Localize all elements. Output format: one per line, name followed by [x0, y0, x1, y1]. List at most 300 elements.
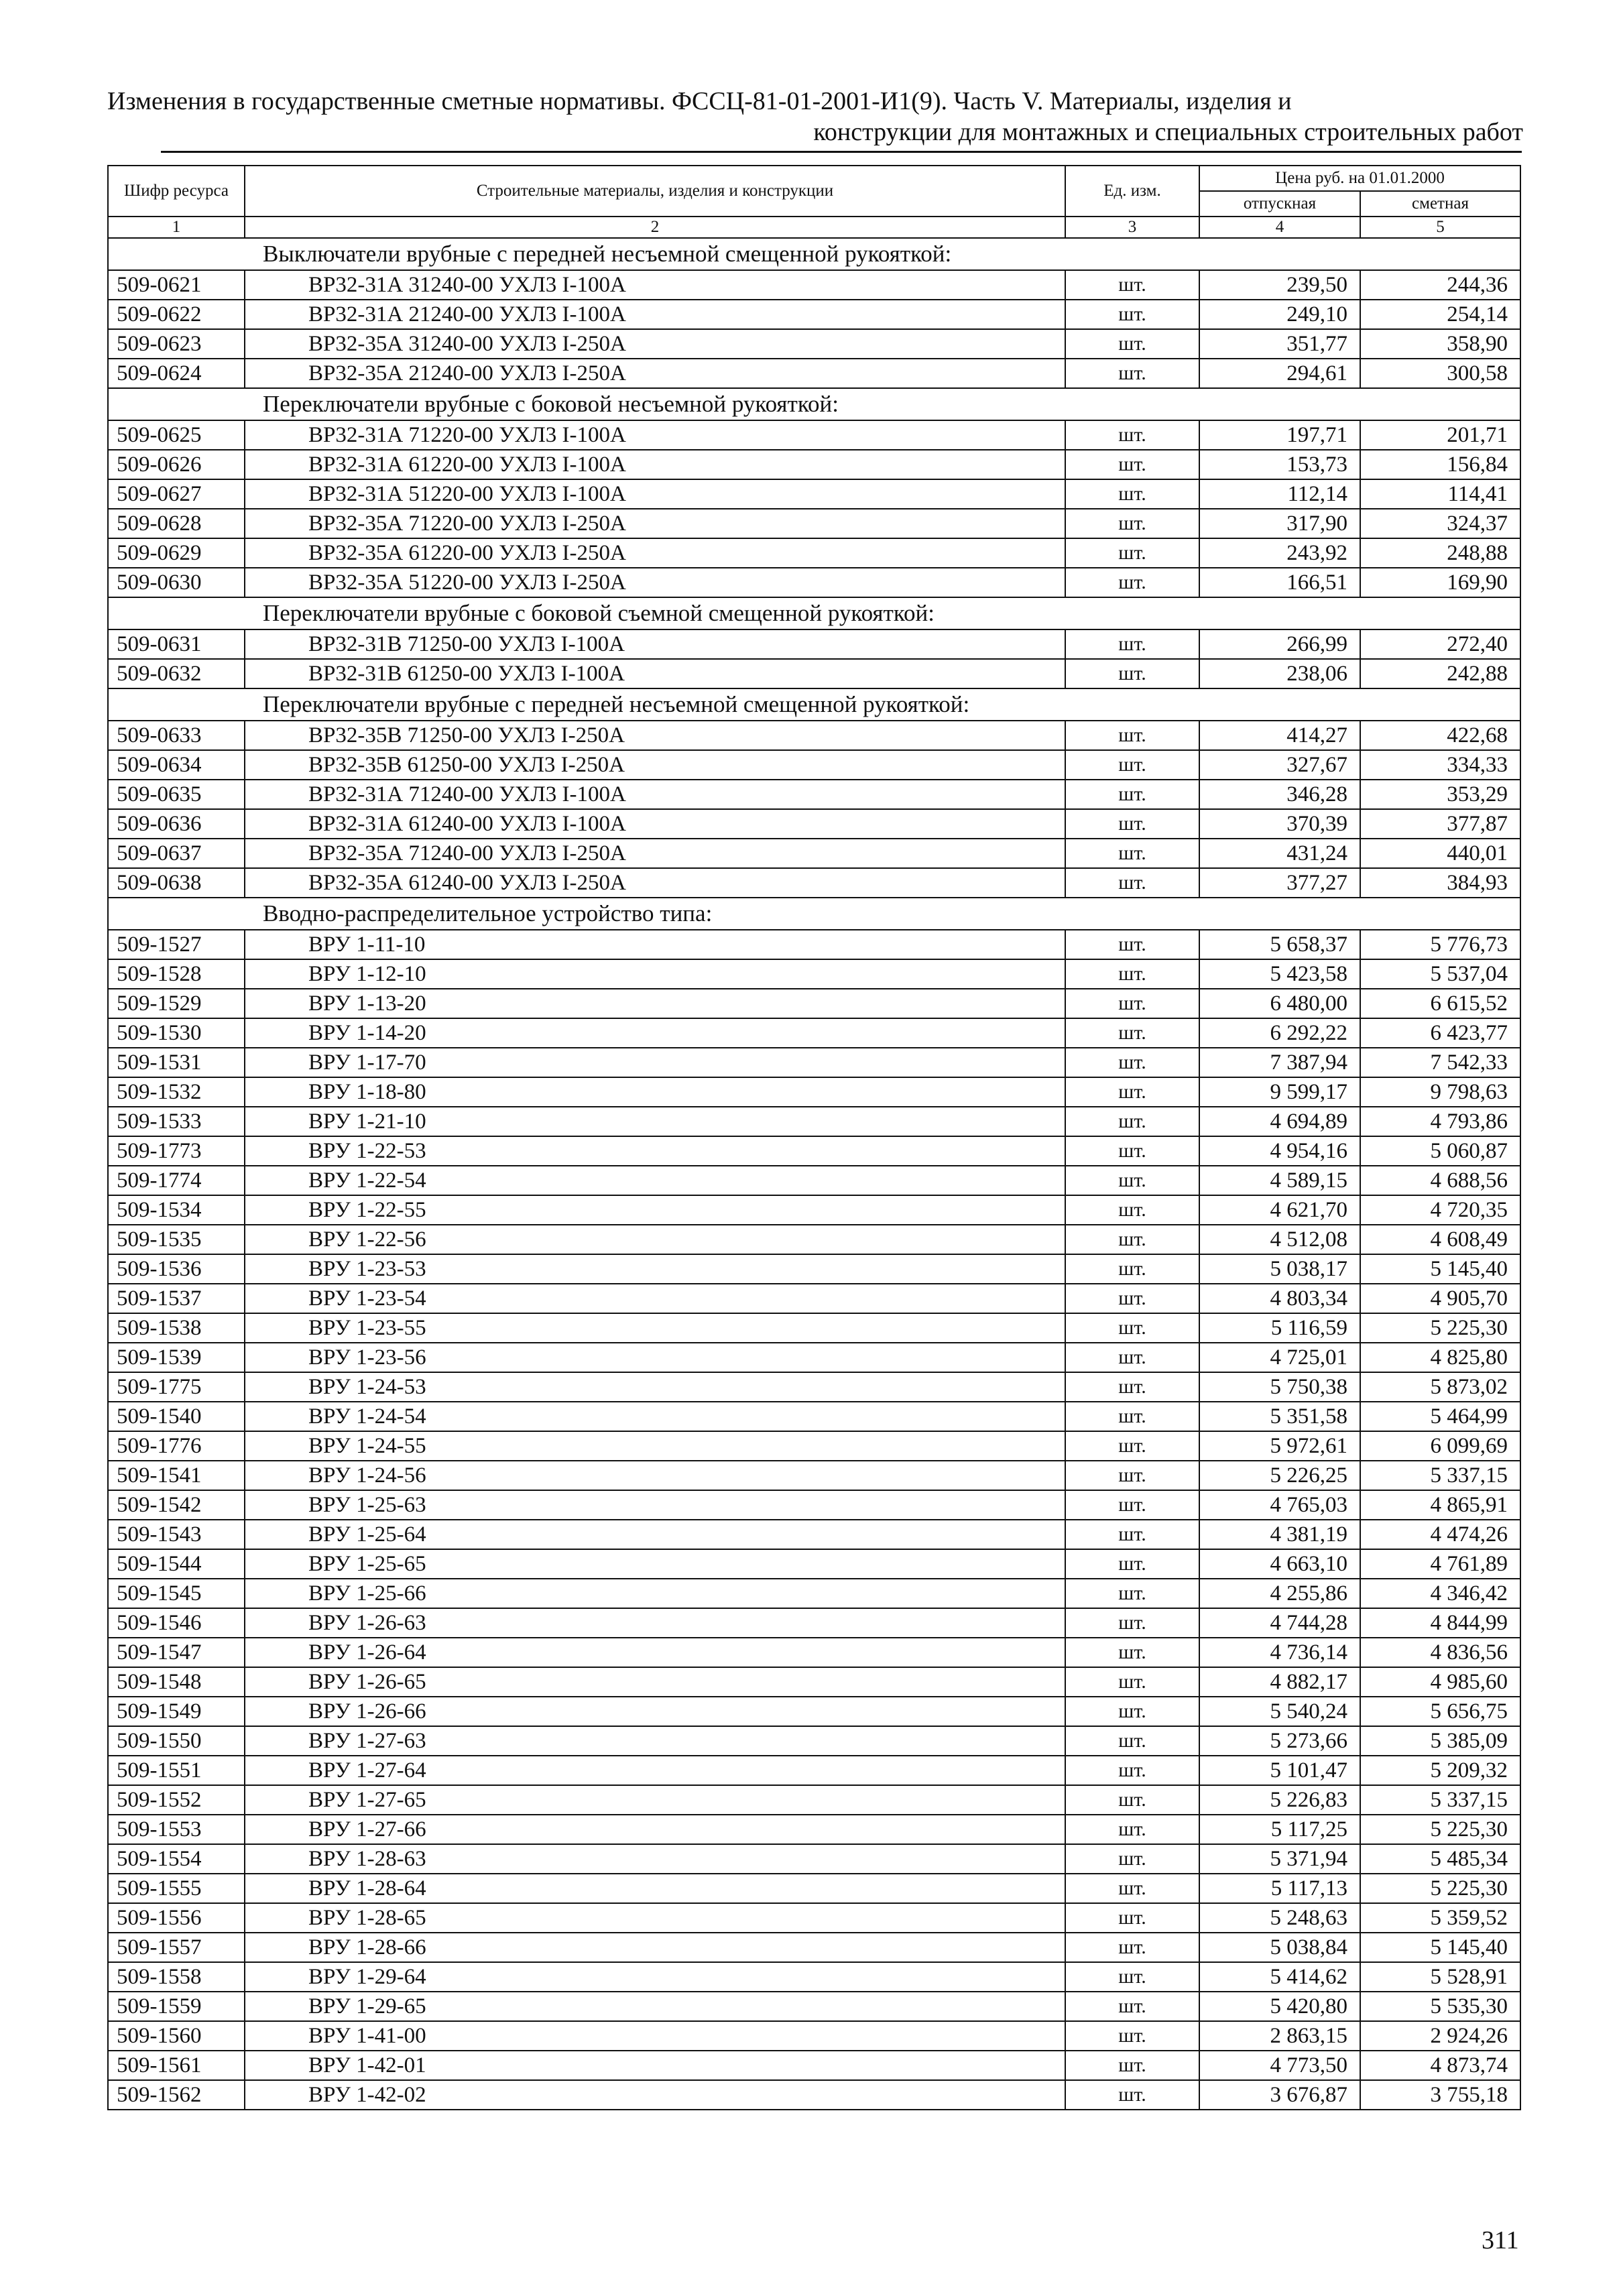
resource-code: 509-1538	[108, 1313, 245, 1343]
unit-cell: шт.	[1065, 659, 1199, 688]
estimate-price: 242,88	[1360, 659, 1520, 688]
estimate-price: 5 535,30	[1360, 1992, 1520, 2021]
unit-cell: шт.	[1065, 2051, 1199, 2080]
estimate-price: 5 485,34	[1360, 1844, 1520, 1874]
table-row	[108, 1667, 1520, 1697]
table-row	[108, 1903, 1520, 1933]
table-row	[108, 300, 1520, 329]
unit-cell: шт.	[1065, 2080, 1199, 2110]
unit-cell: шт.	[1065, 1815, 1199, 1844]
table-row	[108, 1579, 1520, 1608]
release-price: 4 882,17	[1199, 1667, 1360, 1697]
release-price: 243,92	[1199, 538, 1360, 568]
header-unit: Ед. изм.	[1065, 166, 1199, 217]
estimate-price: 156,84	[1360, 450, 1520, 479]
unit-cell: шт.	[1065, 1844, 1199, 1874]
unit-cell: шт.	[1065, 1254, 1199, 1284]
unit-cell: шт.	[1065, 538, 1199, 568]
table-row	[108, 538, 1520, 568]
material-name: ВР32-31А 61220-00 УХЛ3 I-100А	[245, 450, 1065, 479]
material-name: ВРУ 1-26-66	[245, 1697, 1065, 1726]
release-price: 249,10	[1199, 300, 1360, 329]
unit-cell: шт.	[1065, 1785, 1199, 1815]
estimate-price: 4 985,60	[1360, 1667, 1520, 1697]
resource-code: 509-1560	[108, 2021, 245, 2051]
material-name: ВР32-31В 61250-00 УХЛ3 I-100А	[245, 659, 1065, 688]
release-price: 7 387,94	[1199, 1048, 1360, 1077]
resource-code: 509-0627	[108, 479, 245, 509]
column-number: 1	[108, 217, 245, 238]
table-row	[108, 568, 1520, 597]
material-name: ВР32-35А 61220-00 УХЛ3 I-250А	[245, 538, 1065, 568]
table-row	[108, 1107, 1520, 1136]
material-name: ВРУ 1-24-56	[245, 1461, 1065, 1490]
section-title: Выключатели врубные с передней несъемной смещенной рукояткой:	[108, 238, 1520, 270]
material-name: ВРУ 1-22-53	[245, 1136, 1065, 1166]
resource-code: 509-1776	[108, 1431, 245, 1461]
resource-code: 509-1529	[108, 989, 245, 1018]
release-price: 4 512,08	[1199, 1225, 1360, 1254]
unit-cell: шт.	[1065, 1874, 1199, 1903]
table-row	[108, 479, 1520, 509]
table-row	[108, 1608, 1520, 1638]
resource-code: 509-1547	[108, 1638, 245, 1667]
estimate-price: 5 225,30	[1360, 1313, 1520, 1343]
resource-code: 509-1543	[108, 1520, 245, 1549]
table-row	[108, 1048, 1520, 1077]
column-number: 2	[245, 217, 1065, 238]
material-name: ВР32-35В 61250-00 УХЛ3 I-250А	[245, 750, 1065, 780]
material-name: ВР32-31В 71250-00 УХЛ3 I-100А	[245, 629, 1065, 659]
unit-cell: шт.	[1065, 1461, 1199, 1490]
resource-code: 509-0621	[108, 270, 245, 300]
table-row	[108, 1844, 1520, 1874]
resource-code: 509-1550	[108, 1726, 245, 1756]
table-row	[108, 750, 1520, 780]
material-name: ВРУ 1-25-65	[245, 1549, 1065, 1579]
release-price: 5 658,37	[1199, 930, 1360, 959]
estimate-price: 9 798,63	[1360, 1077, 1520, 1107]
release-price: 166,51	[1199, 568, 1360, 597]
estimate-price: 5 209,32	[1360, 1756, 1520, 1785]
unit-cell: шт.	[1065, 1726, 1199, 1756]
unit-cell: шт.	[1065, 1048, 1199, 1077]
unit-cell: шт.	[1065, 750, 1199, 780]
unit-cell: шт.	[1065, 1372, 1199, 1402]
column-number: 4	[1199, 217, 1360, 238]
estimate-price: 422,68	[1360, 721, 1520, 750]
release-price: 112,14	[1199, 479, 1360, 509]
table-row	[108, 930, 1520, 959]
unit-cell: шт.	[1065, 1667, 1199, 1697]
estimate-price: 6 099,69	[1360, 1431, 1520, 1461]
table-row	[108, 1077, 1520, 1107]
estimate-price: 4 761,89	[1360, 1549, 1520, 1579]
table-row	[108, 1166, 1520, 1195]
page-number: 311	[1482, 2226, 1519, 2254]
release-price: 5 226,83	[1199, 1785, 1360, 1815]
release-price: 5 423,58	[1199, 959, 1360, 989]
unit-cell: шт.	[1065, 1520, 1199, 1549]
table-row	[108, 809, 1520, 839]
unit-cell: шт.	[1065, 629, 1199, 659]
table-row	[108, 839, 1520, 868]
resource-code: 509-1559	[108, 1992, 245, 2021]
estimate-price: 5 528,91	[1360, 1962, 1520, 1992]
release-price: 351,77	[1199, 329, 1360, 359]
release-price: 6 292,22	[1199, 1018, 1360, 1048]
resource-code: 509-1527	[108, 930, 245, 959]
resource-code: 509-1546	[108, 1608, 245, 1638]
material-name: ВРУ 1-27-65	[245, 1785, 1065, 1815]
unit-cell: шт.	[1065, 2021, 1199, 2051]
release-price: 5 038,17	[1199, 1254, 1360, 1284]
material-name: ВР32-31А 71240-00 УХЛ3 I-100А	[245, 780, 1065, 809]
table-row	[108, 1284, 1520, 1313]
estimate-price: 272,40	[1360, 629, 1520, 659]
material-name: ВРУ 1-22-55	[245, 1195, 1065, 1225]
table-row	[108, 2080, 1520, 2110]
table-row	[108, 1520, 1520, 1549]
unit-cell: шт.	[1065, 1962, 1199, 1992]
material-name: ВРУ 1-25-64	[245, 1520, 1065, 1549]
material-name: ВРУ 1-24-54	[245, 1402, 1065, 1431]
release-price: 4 803,34	[1199, 1284, 1360, 1313]
estimate-price: 5 225,30	[1360, 1874, 1520, 1903]
table-row	[108, 1136, 1520, 1166]
table-row	[108, 1785, 1520, 1815]
release-price: 294,61	[1199, 359, 1360, 388]
estimate-price: 5 359,52	[1360, 1903, 1520, 1933]
unit-cell: шт.	[1065, 1107, 1199, 1136]
unit-cell: шт.	[1065, 809, 1199, 839]
material-name: ВРУ 1-26-64	[245, 1638, 1065, 1667]
section-header-row	[108, 238, 1520, 270]
release-price: 5 540,24	[1199, 1697, 1360, 1726]
table-row	[108, 780, 1520, 809]
unit-cell: шт.	[1065, 359, 1199, 388]
estimate-price: 5 776,73	[1360, 930, 1520, 959]
release-price: 197,71	[1199, 420, 1360, 450]
material-name: ВР32-31А 31240-00 УХЛ3 I-100А	[245, 270, 1065, 300]
release-price: 5 248,63	[1199, 1903, 1360, 1933]
table-row	[108, 359, 1520, 388]
table-row	[108, 1962, 1520, 1992]
unit-cell: шт.	[1065, 568, 1199, 597]
release-price: 5 371,94	[1199, 1844, 1360, 1874]
material-name: ВР32-35А 61240-00 УХЛ3 I-250А	[245, 868, 1065, 898]
table-row	[108, 509, 1520, 538]
table-row	[108, 989, 1520, 1018]
material-name: ВРУ 1-41-00	[245, 2021, 1065, 2051]
unit-cell: шт.	[1065, 1402, 1199, 1431]
unit-cell: шт.	[1065, 1903, 1199, 1933]
estimate-price: 248,88	[1360, 538, 1520, 568]
unit-cell: шт.	[1065, 509, 1199, 538]
estimate-price: 5 873,02	[1360, 1372, 1520, 1402]
table-row	[108, 1372, 1520, 1402]
estimate-price: 4 873,74	[1360, 2051, 1520, 2080]
unit-cell: шт.	[1065, 1077, 1199, 1107]
table-body	[108, 238, 1520, 2110]
estimate-price: 4 793,86	[1360, 1107, 1520, 1136]
release-price: 5 750,38	[1199, 1372, 1360, 1402]
estimate-price: 4 844,99	[1360, 1608, 1520, 1638]
estimate-price: 300,58	[1360, 359, 1520, 388]
resource-code: 509-1775	[108, 1372, 245, 1402]
estimate-price: 3 755,18	[1360, 2080, 1520, 2110]
release-price: 266,99	[1199, 629, 1360, 659]
estimate-price: 5 337,15	[1360, 1785, 1520, 1815]
price-table	[107, 165, 1521, 2110]
estimate-price: 4 905,70	[1360, 1284, 1520, 1313]
unit-cell: шт.	[1065, 1638, 1199, 1667]
release-price: 317,90	[1199, 509, 1360, 538]
release-price: 153,73	[1199, 450, 1360, 479]
material-name: ВРУ 1-23-53	[245, 1254, 1065, 1284]
release-price: 414,27	[1199, 721, 1360, 750]
estimate-price: 5 385,09	[1360, 1726, 1520, 1756]
table-row	[108, 329, 1520, 359]
estimate-price: 114,41	[1360, 479, 1520, 509]
material-name: ВР32-35В 71250-00 УХЛ3 I-250А	[245, 721, 1065, 750]
material-name: ВРУ 1-27-64	[245, 1756, 1065, 1785]
release-price: 239,50	[1199, 270, 1360, 300]
unit-cell: шт.	[1065, 959, 1199, 989]
table-row	[108, 1549, 1520, 1579]
release-price: 346,28	[1199, 780, 1360, 809]
release-price: 4 663,10	[1199, 1549, 1360, 1579]
material-name: ВРУ 1-13-20	[245, 989, 1065, 1018]
column-number: 3	[1065, 217, 1199, 238]
estimate-price: 440,01	[1360, 839, 1520, 868]
unit-cell: шт.	[1065, 930, 1199, 959]
section-header-row	[108, 898, 1520, 930]
material-name: ВР32-35А 71220-00 УХЛ3 I-250А	[245, 509, 1065, 538]
header-price-release: отпускная	[1199, 191, 1360, 217]
release-price: 2 863,15	[1199, 2021, 1360, 2051]
material-name: ВРУ 1-28-66	[245, 1933, 1065, 1962]
table-row	[108, 1992, 1520, 2021]
unit-cell: шт.	[1065, 1490, 1199, 1520]
estimate-price: 5 060,87	[1360, 1136, 1520, 1166]
table-row	[108, 1195, 1520, 1225]
resource-code: 509-0637	[108, 839, 245, 868]
estimate-price: 358,90	[1360, 329, 1520, 359]
resource-code: 509-0625	[108, 420, 245, 450]
resource-code: 509-1551	[108, 1756, 245, 1785]
material-name: ВРУ 1-27-63	[245, 1726, 1065, 1756]
unit-cell: шт.	[1065, 1166, 1199, 1195]
estimate-price: 244,36	[1360, 270, 1520, 300]
material-name: ВРУ 1-25-63	[245, 1490, 1065, 1520]
unit-cell: шт.	[1065, 1579, 1199, 1608]
material-name: ВРУ 1-23-56	[245, 1343, 1065, 1372]
release-price: 4 744,28	[1199, 1608, 1360, 1638]
estimate-price: 4 865,91	[1360, 1490, 1520, 1520]
section-header-row	[108, 688, 1520, 721]
resource-code: 509-0638	[108, 868, 245, 898]
release-price: 5 414,62	[1199, 1962, 1360, 1992]
estimate-price: 324,37	[1360, 509, 1520, 538]
table-row	[108, 1254, 1520, 1284]
material-name: ВРУ 1-42-01	[245, 2051, 1065, 2080]
table-row	[108, 2051, 1520, 2080]
estimate-price: 4 608,49	[1360, 1225, 1520, 1254]
unit-cell: шт.	[1065, 270, 1199, 300]
material-name: ВРУ 1-29-64	[245, 1962, 1065, 1992]
material-name: ВР32-31А 51220-00 УХЛ3 I-100А	[245, 479, 1065, 509]
resource-code: 509-1555	[108, 1874, 245, 1903]
section-title: Переключатели врубные с боковой несъемной рукояткой:	[108, 388, 1520, 420]
material-name: ВРУ 1-21-10	[245, 1107, 1065, 1136]
unit-cell: шт.	[1065, 1697, 1199, 1726]
release-price: 327,67	[1199, 750, 1360, 780]
section-title: Переключатели врубные с передней несъемной смещенной рукояткой:	[108, 688, 1520, 721]
unit-cell: шт.	[1065, 1195, 1199, 1225]
estimate-price: 334,33	[1360, 750, 1520, 780]
table-row	[108, 450, 1520, 479]
table-row	[108, 1697, 1520, 1726]
table-row	[108, 1490, 1520, 1520]
table-row	[108, 1933, 1520, 1962]
resource-code: 509-0636	[108, 809, 245, 839]
unit-cell: шт.	[1065, 1756, 1199, 1785]
material-name: ВР32-35А 31240-00 УХЛ3 I-250А	[245, 329, 1065, 359]
table-row	[108, 1815, 1520, 1844]
estimate-price: 4 474,26	[1360, 1520, 1520, 1549]
table-row	[108, 2021, 1520, 2051]
resource-code: 509-0634	[108, 750, 245, 780]
table-row	[108, 420, 1520, 450]
unit-cell: шт.	[1065, 1018, 1199, 1048]
release-price: 4 255,86	[1199, 1579, 1360, 1608]
unit-cell: шт.	[1065, 450, 1199, 479]
release-price: 5 226,25	[1199, 1461, 1360, 1490]
estimate-price: 201,71	[1360, 420, 1520, 450]
table-row	[108, 1461, 1520, 1490]
estimate-price: 169,90	[1360, 568, 1520, 597]
estimate-price: 4 688,56	[1360, 1166, 1520, 1195]
estimate-price: 5 464,99	[1360, 1402, 1520, 1431]
resource-code: 509-1544	[108, 1549, 245, 1579]
resource-code: 509-1545	[108, 1579, 245, 1608]
estimate-price: 5 225,30	[1360, 1815, 1520, 1844]
header-price-group: Цена руб. на 01.01.2000	[1199, 166, 1520, 191]
table-row	[108, 959, 1520, 989]
resource-code: 509-1541	[108, 1461, 245, 1490]
release-price: 5 117,13	[1199, 1874, 1360, 1903]
material-name: ВР32-35А 21240-00 УХЛ3 I-250А	[245, 359, 1065, 388]
resource-code: 509-1535	[108, 1225, 245, 1254]
material-name: ВРУ 1-12-10	[245, 959, 1065, 989]
section-header-row	[108, 388, 1520, 420]
material-name: ВРУ 1-28-65	[245, 1903, 1065, 1933]
unit-cell: шт.	[1065, 329, 1199, 359]
material-name: ВРУ 1-24-53	[245, 1372, 1065, 1402]
resource-code: 509-1558	[108, 1962, 245, 1992]
release-price: 4 589,15	[1199, 1166, 1360, 1195]
table-row	[108, 1343, 1520, 1372]
resource-code: 509-1552	[108, 1785, 245, 1815]
resource-code: 509-1774	[108, 1166, 245, 1195]
resource-code: 509-0633	[108, 721, 245, 750]
estimate-price: 5 537,04	[1360, 959, 1520, 989]
unit-cell: шт.	[1065, 1343, 1199, 1372]
resource-code: 509-1556	[108, 1903, 245, 1933]
release-price: 5 101,47	[1199, 1756, 1360, 1785]
release-price: 5 117,25	[1199, 1815, 1360, 1844]
estimate-price: 4 720,35	[1360, 1195, 1520, 1225]
unit-cell: шт.	[1065, 1431, 1199, 1461]
table-row	[108, 1225, 1520, 1254]
resource-code: 509-0623	[108, 329, 245, 359]
estimate-price: 353,29	[1360, 780, 1520, 809]
table-row	[108, 1726, 1520, 1756]
resource-code: 509-1530	[108, 1018, 245, 1048]
section-header-row	[108, 597, 1520, 629]
document-header	[107, 86, 1523, 147]
release-price: 431,24	[1199, 839, 1360, 868]
release-price: 9 599,17	[1199, 1077, 1360, 1107]
unit-cell: шт.	[1065, 721, 1199, 750]
material-name: ВРУ 1-22-56	[245, 1225, 1065, 1254]
resource-code: 509-1536	[108, 1254, 245, 1284]
resource-code: 509-1531	[108, 1048, 245, 1077]
material-name: ВРУ 1-14-20	[245, 1018, 1065, 1048]
table-row	[108, 1638, 1520, 1667]
estimate-price: 4 836,56	[1360, 1638, 1520, 1667]
material-name: ВРУ 1-26-65	[245, 1667, 1065, 1697]
estimate-price: 5 145,40	[1360, 1933, 1520, 1962]
resource-code: 509-1549	[108, 1697, 245, 1726]
material-name: ВР32-31А 21240-00 УХЛ3 I-100А	[245, 300, 1065, 329]
material-name: ВР32-35А 71240-00 УХЛ3 I-250А	[245, 839, 1065, 868]
resource-code: 509-1542	[108, 1490, 245, 1520]
resource-code: 509-0626	[108, 450, 245, 479]
resource-code: 509-0632	[108, 659, 245, 688]
unit-cell: шт.	[1065, 780, 1199, 809]
resource-code: 509-0635	[108, 780, 245, 809]
resource-code: 509-1540	[108, 1402, 245, 1431]
unit-cell: шт.	[1065, 839, 1199, 868]
estimate-price: 384,93	[1360, 868, 1520, 898]
table-row	[108, 1756, 1520, 1785]
resource-code: 509-1562	[108, 2080, 245, 2110]
material-name: ВР32-31А 61240-00 УХЛ3 I-100А	[245, 809, 1065, 839]
unit-cell: шт.	[1065, 1313, 1199, 1343]
resource-code: 509-1537	[108, 1284, 245, 1313]
estimate-price: 5 656,75	[1360, 1697, 1520, 1726]
material-name: ВР32-35А 51220-00 УХЛ3 I-250А	[245, 568, 1065, 597]
release-price: 5 116,59	[1199, 1313, 1360, 1343]
resource-code: 509-0628	[108, 509, 245, 538]
estimate-price: 5 337,15	[1360, 1461, 1520, 1490]
material-name: ВРУ 1-29-65	[245, 1992, 1065, 2021]
release-price: 4 694,89	[1199, 1107, 1360, 1136]
estimate-price: 2 924,26	[1360, 2021, 1520, 2051]
resource-code: 509-1533	[108, 1107, 245, 1136]
release-price: 370,39	[1199, 809, 1360, 839]
material-name: ВРУ 1-42-02	[245, 2080, 1065, 2110]
material-name: ВРУ 1-23-54	[245, 1284, 1065, 1313]
material-name: ВРУ 1-24-55	[245, 1431, 1065, 1461]
table-row	[108, 868, 1520, 898]
material-name: ВРУ 1-28-64	[245, 1874, 1065, 1903]
release-price: 5 038,84	[1199, 1933, 1360, 1962]
estimate-price: 6 423,77	[1360, 1018, 1520, 1048]
material-name: ВРУ 1-17-70	[245, 1048, 1065, 1077]
